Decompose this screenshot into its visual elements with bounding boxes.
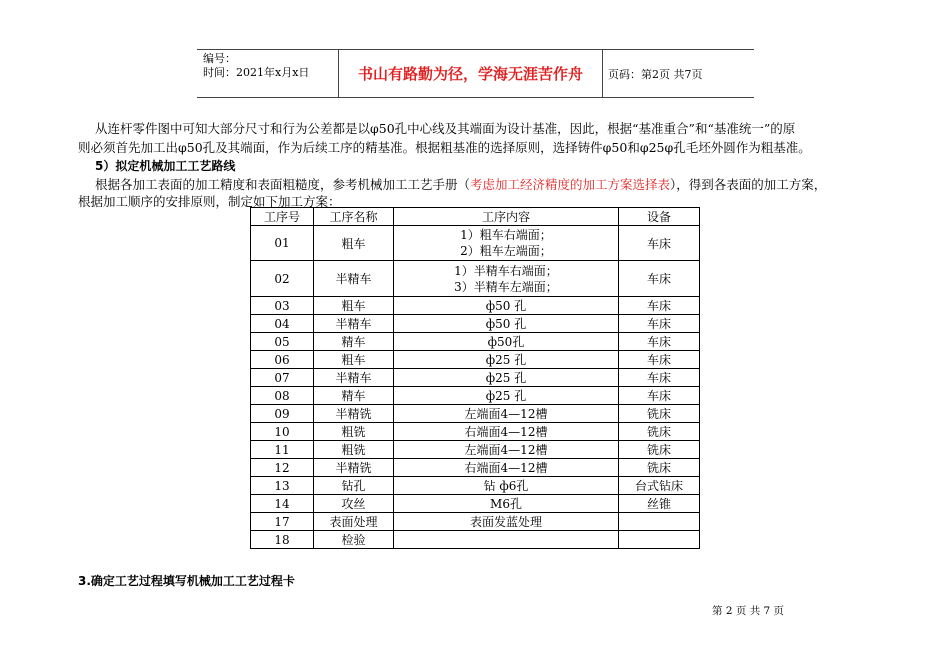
header-meta: [197, 50, 339, 97]
cell-equipment: 台式钻床: [619, 477, 700, 495]
cell-no: 12: [251, 459, 314, 477]
cell-equipment: 铣床: [619, 459, 700, 477]
cell-no: 11: [251, 441, 314, 459]
cell-name: 钻孔: [314, 477, 394, 495]
cell-name: 半精车: [314, 315, 394, 333]
cell-no: 01: [251, 226, 314, 261]
time-label: 时间：2021年x月x日: [203, 66, 310, 79]
cell-no: 03: [251, 297, 314, 315]
cell-name: 粗车: [314, 351, 394, 369]
cell-no: 09: [251, 405, 314, 423]
cell-no: 08: [251, 387, 314, 405]
table-row: [251, 261, 700, 297]
content-line: 2）粗车左端面；: [460, 244, 552, 258]
cell-name: 粗铣: [314, 441, 394, 459]
col-header-content: 工序内容: [394, 208, 619, 226]
table-row: [251, 531, 700, 549]
cell-name: 半精车: [314, 369, 394, 387]
cell-content: ф50 孔: [394, 315, 619, 333]
cell-equipment: 车床: [619, 297, 700, 315]
col-header-equipment: 设备: [619, 208, 700, 226]
cell-name: 表面处理: [314, 513, 394, 531]
table-row: [251, 513, 700, 531]
para1-line2: 则必须首先加工出φ50孔及其端面，作为后续工序的精基准。根据粗基准的选择原则，选择铸件φ50和φ25φ孔毛坯外圆作为粗基准。: [78, 140, 811, 155]
cell-no: 14: [251, 495, 314, 513]
table-row: [251, 495, 700, 513]
para2-text-a: 根据各加工表面的加工精度和表面粗糙度，参考机械加工工艺手册（: [95, 177, 471, 192]
cell-no: 13: [251, 477, 314, 495]
cell-content: M6孔: [394, 495, 619, 513]
cell-equipment: 丝锥: [619, 495, 700, 513]
cell-no: 07: [251, 369, 314, 387]
para2-text-b: ），得到各表面的加工方案，: [670, 177, 827, 192]
col-header-name: 工序名称: [314, 208, 394, 226]
table-row: [251, 423, 700, 441]
cell-equipment: 车床: [619, 369, 700, 387]
number-label: 编号：: [203, 52, 236, 65]
cell-equipment: [619, 531, 700, 549]
cell-name: 半精车: [314, 261, 394, 297]
cell-content: 表面发蓝处理: [394, 513, 619, 531]
cell-no: 17: [251, 513, 314, 531]
cell-no: 06: [251, 351, 314, 369]
cell-no: 02: [251, 261, 314, 297]
cell-name: 粗车: [314, 226, 394, 261]
table-row: [251, 333, 700, 351]
cell-equipment: 车床: [619, 261, 700, 297]
cell-equipment: 铣床: [619, 441, 700, 459]
section3-title: 3.确定工艺过程填写机械加工工艺过程卡: [78, 574, 295, 588]
para2-line2: 根据加工顺序的安排原则，制定如下加工方案：: [78, 194, 341, 209]
cell-no: 10: [251, 423, 314, 441]
page-footer: 第 2 页 共 7 页: [712, 605, 785, 617]
cell-content: 钻 ф6孔: [394, 477, 619, 495]
cell-name: 检验: [314, 531, 394, 549]
header-page-info: 页码：第2页 共7页: [608, 67, 703, 81]
cell-equipment: 车床: [619, 387, 700, 405]
cell-no: 05: [251, 333, 314, 351]
cell-content: [394, 261, 619, 297]
table-row: [251, 351, 700, 369]
table-row: [251, 315, 700, 333]
content-line: 1）半精车右端面；: [454, 263, 558, 278]
cell-content: ф25 孔: [394, 387, 619, 405]
cell-content: ф25 孔: [394, 351, 619, 369]
table-row: [251, 387, 700, 405]
cell-content: 右端面4—12槽: [394, 423, 619, 441]
table-row: [251, 369, 700, 387]
cell-name: 精车: [314, 333, 394, 351]
header-motto: 书山有路勤为径，学海无涯苦作舟: [339, 50, 603, 97]
col-header-no: 工序号: [251, 208, 314, 226]
table-row: [251, 226, 700, 261]
table-row: [251, 459, 700, 477]
cell-content: ф50孔: [394, 333, 619, 351]
cell-equipment: 车床: [619, 351, 700, 369]
process-table: [250, 207, 700, 549]
cell-name: 半精铣: [314, 405, 394, 423]
cell-name: 精车: [314, 387, 394, 405]
table-row: [251, 297, 700, 315]
table-row: [251, 477, 700, 495]
section5-title: 5）拟定机械加工工艺路线: [95, 159, 236, 173]
para1-line1: 从连杆零件图中可知大部分尺寸和行为公差都是以φ50孔中心线及其端面为设计基准，因此，根据“基准重合”和“基准统一”的原: [95, 121, 796, 136]
cell-equipment: 铣床: [619, 405, 700, 423]
cell-name: 粗车: [314, 297, 394, 315]
cell-no: 04: [251, 315, 314, 333]
content-line: 3）半精车左端面；: [454, 279, 558, 294]
cell-content: ф50 孔: [394, 297, 619, 315]
table-row: [251, 405, 700, 423]
cell-equipment: 车床: [619, 226, 700, 261]
cell-name: 粗铣: [314, 423, 394, 441]
cell-name: 攻丝: [314, 495, 394, 513]
cell-content: [394, 226, 619, 261]
content-line: 1）粗车右端面；: [460, 228, 552, 242]
cell-content: 左端面4—12槽: [394, 405, 619, 423]
cell-equipment: 车床: [619, 315, 700, 333]
cell-content: [394, 531, 619, 549]
para2-red-ref: 考虑加工经济精度的加工方案选择表: [470, 177, 671, 192]
cell-name: 半精铣: [314, 459, 394, 477]
cell-no: 18: [251, 531, 314, 549]
page-header: [197, 49, 754, 98]
cell-equipment: [619, 513, 700, 531]
table-row: [251, 441, 700, 459]
table-header-row: [251, 208, 700, 226]
cell-content: ф25 孔: [394, 369, 619, 387]
cell-equipment: 车床: [619, 333, 700, 351]
cell-content: 左端面4—12槽: [394, 441, 619, 459]
cell-content: 右端面4—12槽: [394, 459, 619, 477]
cell-equipment: 铣床: [619, 423, 700, 441]
